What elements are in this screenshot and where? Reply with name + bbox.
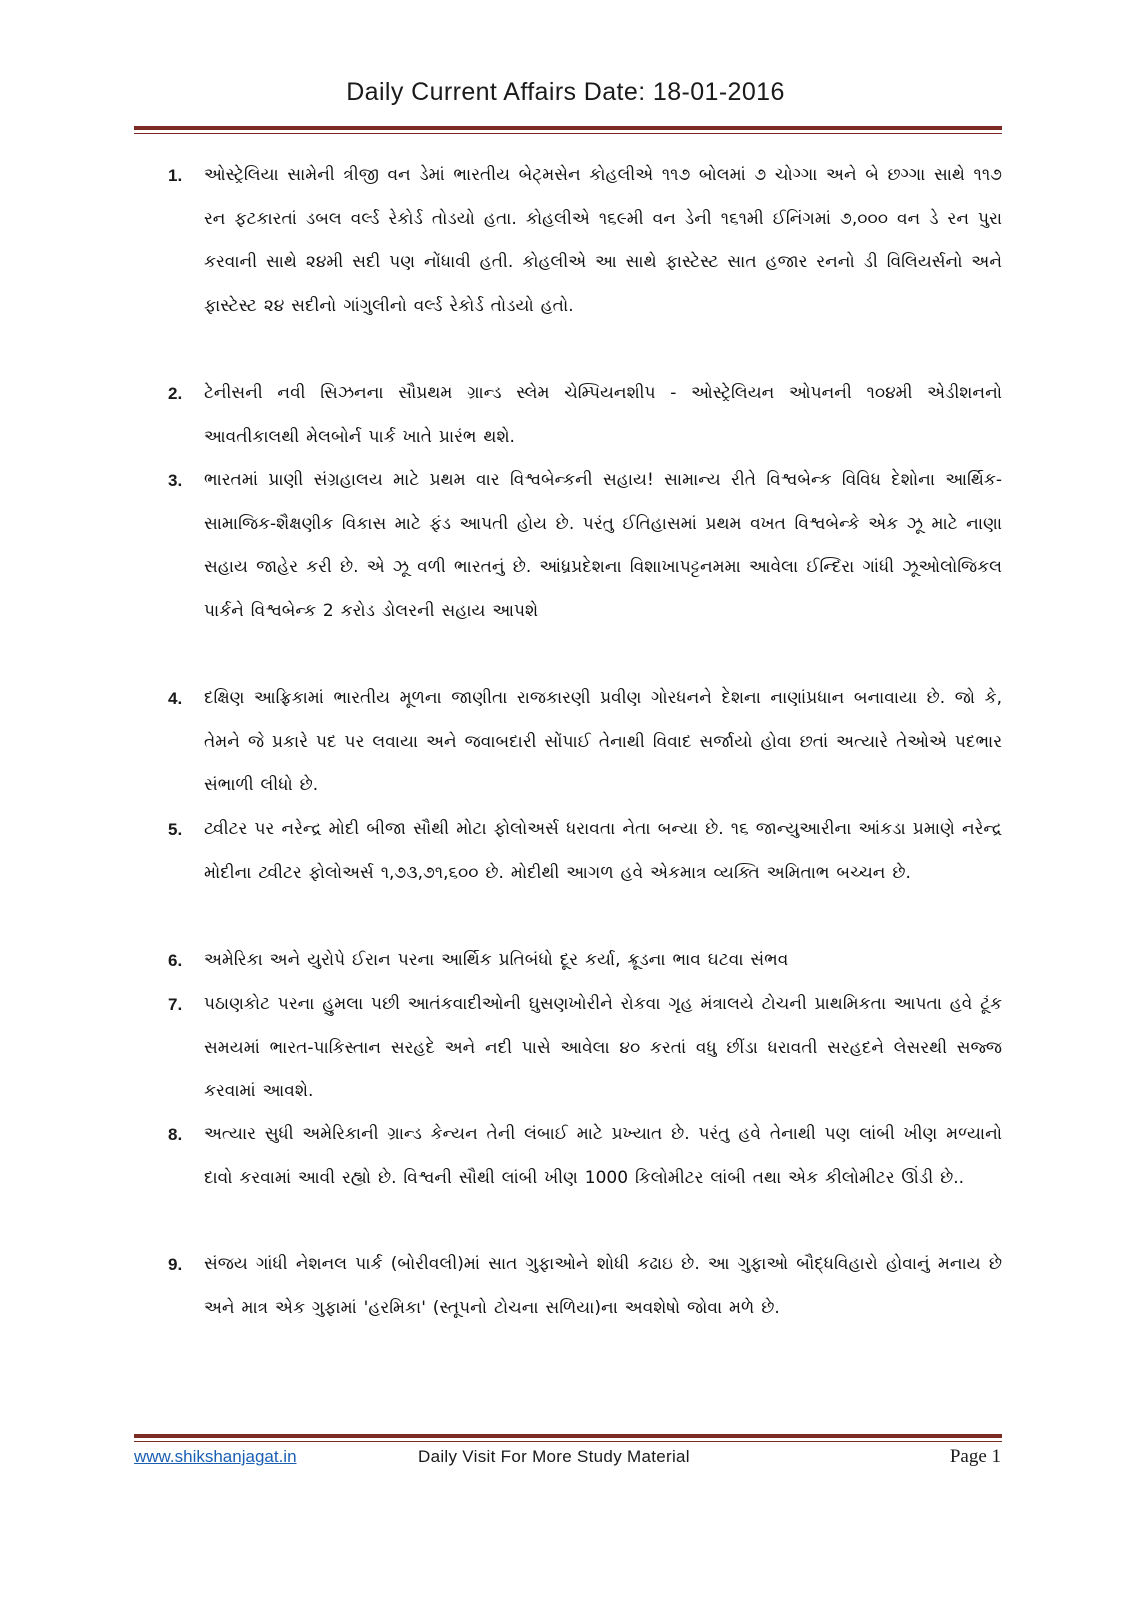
item-text: સંજય ગાંધી નેશનલ પાર્ક (બોરીવલી)માં સાત ગુફાઓને શોધી કઢાઇ છે. આ ગુફાઓ બૌદ્ધવિહારો હોવાનું મનાય છે અને માત્ર એક ગુફામાં 'હરમિકા' (સ્તૂપનો ટોચના સળિયા)ના અવશેષો જોવા મળે છે. [204, 1254, 1002, 1318]
page-number: Page 1 [949, 1446, 1001, 1467]
header-divider-thin [134, 133, 1002, 134]
item-number: 8. [168, 1125, 183, 1144]
news-item-8 [168, 1113, 1002, 1200]
news-item-1 [168, 154, 1002, 328]
footer-divider-thick [134, 1434, 1002, 1438]
footer-tagline: Daily Visit For More Study Material [418, 1447, 690, 1466]
website-link[interactable]: www.shikshanjagat.in [134, 1447, 297, 1466]
item-text: ટેનીસની નવી સિઝનના સૌપ્રથમ ગ્રાન્ડ સ્લેમ ચેમ્પિયનશીપ - ઓસ્ટ્રેલિયન ઓપનની ૧૦૪મી એડીશનનો આવતીકાલથી મેલબોર્ન પાર્ક ખાતે પ્રારંભ થશે. [204, 383, 1002, 447]
item-number: 7. [168, 995, 183, 1014]
news-item-7 [168, 983, 1002, 1114]
item-text: દક્ષિણ આફ્રિકામાં ભારતીય મૂળના જાણીતા રાજકારણી પ્રવીણ ગોરધનને દેશના નાણાંપ્રધાન બનાવાયા છે. જો કે, તેમને જે પ્રકારે પદ પર લવાયા અને જવાબદારી સોંપાઈ તેનાથી વિવાદ સર્જાયો હોવા છતાં અત્યારે તેઓએ પદભાર સંભાળી લીધો છે. [204, 688, 1002, 795]
item-number: 2. [168, 384, 183, 403]
news-item-2 [168, 372, 1002, 459]
news-item-9 [168, 1243, 1002, 1330]
item-text: ઓસ્ટ્રેલિયા સામેની ત્રીજી વન ડેમાં ભારતીય બેટ્મસેન કોહલીએ ૧૧૭ બોલમાં ૭ ચોગ્ગા અને બે છગ્ગા સાથે ૧૧૭ રન ફટકારતાં ડબલ વર્લ્ડ રેકોર્ડ તોડયો હતા. કોહલીએ ૧૬૯મી વન ડેની ૧૬૧મી ઈનિંગમાં ૭,૦૦૦ વન ડે રન પુરા કરવાની સાથે ૨૪મી સદી પણ નોંધાવી હતી. કોહલીએ આ સાથે ફાસ્ટેસ્ટ સાત હજાર રનનો ડી વિલિયર્સનો અને ફાસ્ટેસ્ટ ૨૪ સદીનો ગાંગુલીનો વર્લ્ડ રેકોર્ડ તોડયો હતો. [204, 165, 1002, 316]
header-divider-thick [134, 126, 1002, 130]
item-number: 1. [168, 166, 183, 185]
news-item-5 [168, 808, 1002, 895]
footer-divider-thin [134, 1441, 1002, 1442]
item-text: અત્યાર સુધી અમેરિકાની ગ્રાન્ડ કેન્યન તેની લંબાઈ માટે પ્રખ્યાત છે. પરંતુ હવે તેનાથી પણ લાંબી ખીણ મળ્યાનો દાવો કરવામાં આવી રહ્યો છે. વિશ્વની સૌથી લાંબી ખીણ 1000 કિલોમીટર લાંબી તથા એક કીલોમીટર ઊંડી છે.. [204, 1124, 1002, 1188]
item-number: 4. [168, 689, 183, 708]
item-text: પઠાણકોટ પરના હુમલા પછી આતંકવાદીઓની ઘુસણખોરીને રોકવા ગૃહ મંત્રાલયે ટોચની પ્રાથમિકતા આપતા હવે ટૂંક સમયમાં ભારત-પાકિસ્તાન સરહદે અને નદી પાસે આવેલા ૪૦ કરતાં વધુ છીંડા ધરાવતી સરહદને લેસરથી સજ્જ કરવામાં આવશે. [204, 994, 1002, 1101]
item-text: ભારતમાં પ્રાણી સંગ્રહાલય માટે પ્રથમ વાર વિશ્વબેન્કની સહાય! સામાન્ય રીતે વિશ્વબેન્ક વિવિધ દેશોના આર્થિક-સામાજિક-શૈક્ષણીક વિકાસ માટે ફંડ આપતી હોય છે. પરંતુ ઈતિહાસમાં પ્રથમ વખત વિશ્વબેન્કે એક ઝૂ માટે નાણા સહાય જાહેર કરી છે. એ ઝૂ વળી ભારતનું છે. આંધ્રપ્રદેશના વિશાખાપટ્ટનમમા આવેલા ઈન્દિરા ગાંધી ઝૂઓલોજિકલ પાર્કને વિશ્વબેન્ક 2 કરોડ ડોલરની સહાય આપશે [204, 470, 1002, 621]
news-item-6 [168, 939, 1002, 983]
item-number: 9. [168, 1255, 183, 1274]
item-number: 5. [168, 820, 183, 839]
item-text: ટ્વીટર પર નરેન્દ્ર મોદી બીજા સૌથી મોટા ફોલોઅર્સ ધરાવતા નેતા બન્યા છે. ૧૬ જાન્યુઆરીના આંકડા પ્રમાણે નરેન્દ્ર મોદીના ટ્વીટર ફોલોઅર્સ ૧,૭૩,૭૧,૬૦૦ છે. મોદીથી આગળ હવે એકમાત્ર વ્યક્તિ અમિતાભ બચ્ચન છે. [204, 819, 1002, 883]
news-item-4 [168, 677, 1002, 808]
item-number: 6. [168, 951, 183, 970]
page-title: Daily Current Affairs Date: 18-01-2016 [346, 78, 785, 106]
news-item-3 [168, 459, 1002, 633]
item-number: 3. [168, 471, 183, 490]
item-text: અમેરિકા અને યુરોપે ઈરાન પરના આર્થિક પ્રતિબંધો દૂર કર્યા, ક્રૂડના ભાવ ઘટવા સંભવ [204, 950, 789, 970]
